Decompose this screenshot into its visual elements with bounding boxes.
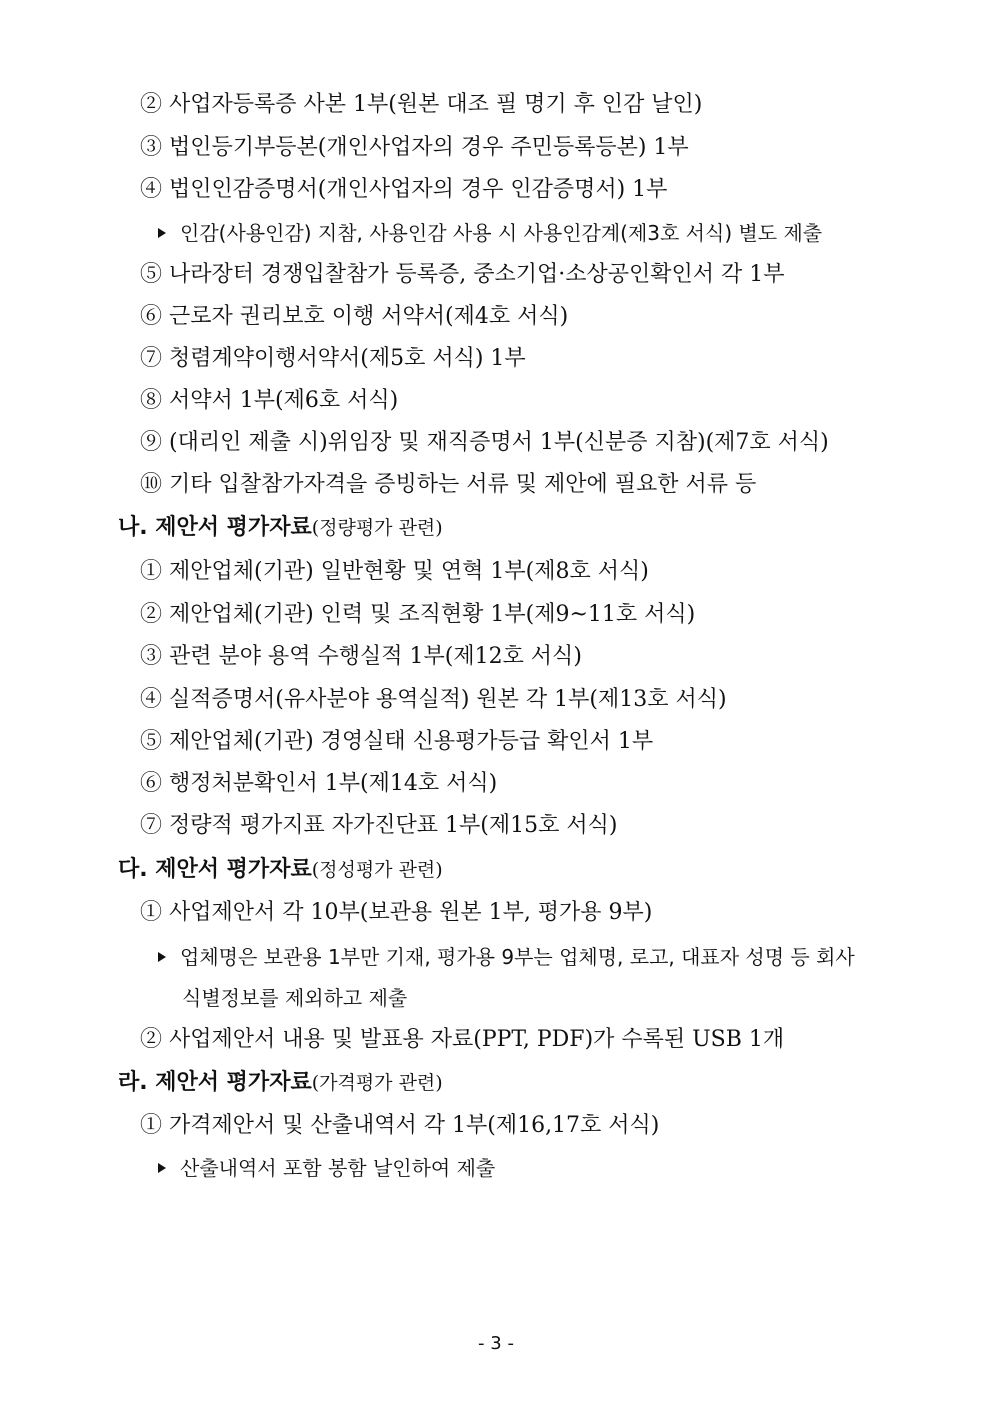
- list-item: ④ 실적증명서(유사분야 용역실적) 원본 각 1부(제13호 서식): [140, 687, 727, 712]
- triangle-bullet-icon: [158, 228, 166, 238]
- section-subtitle: (가격평가 관련): [311, 1072, 443, 1094]
- bullet-note: [158, 942, 855, 972]
- list-item: ⑤ 나라장터 경쟁입찰참가 등록증, 중소기업·소상공인확인서 각 1부: [140, 262, 785, 287]
- page-number: - 3 -: [478, 1333, 514, 1354]
- triangle-bullet-icon: [158, 1163, 166, 1173]
- section-subtitle: (정성평가 관련): [311, 859, 443, 881]
- list-item: ② 제안업체(기관) 인력 및 조직현황 1부(제9~11호 서식): [140, 602, 696, 627]
- section-heading-na: [118, 512, 443, 543]
- list-item: ① 가격제안서 및 산출내역서 각 1부(제16,17호 서식): [140, 1113, 660, 1138]
- list-item: ④ 법인인감증명서(개인사업자의 경우 인감증명서) 1부: [140, 177, 668, 202]
- triangle-bullet-icon: [158, 952, 166, 962]
- list-item: ⑨ (대리인 제출 시)위임장 및 재직증명서 1부(신분증 지참)(제7호 서식): [140, 430, 829, 455]
- bullet-text: 업체명은 보관용 1부만 기재, 평가용 9부는 업체명, 로고, 대표자 성명 등 회사: [180, 945, 855, 969]
- list-item: ③ 법인등기부등본(개인사업자의 경우 주민등록등본) 1부: [140, 135, 689, 160]
- list-item: ② 사업제안서 내용 및 발표용 자료(PPT, PDF)가 수록된 USB 1개: [140, 1027, 785, 1052]
- section-heading-da: [118, 854, 443, 885]
- list-item: ⑩ 기타 입찰참가자격을 증빙하는 서류 및 제안에 필요한 서류 등: [140, 472, 757, 497]
- section-subtitle: (정량평가 관련): [311, 517, 443, 539]
- section-title: 다. 제안서 평가자료: [118, 857, 312, 882]
- list-item: ① 사업제안서 각 10부(보관용 원본 1부, 평가용 9부): [140, 900, 653, 925]
- list-item: ⑧ 서약서 1부(제6호 서식): [140, 388, 399, 413]
- list-item: ⑥ 근로자 권리보호 이행 서약서(제4호 서식): [140, 304, 569, 329]
- section-title: 나. 제안서 평가자료: [118, 515, 312, 540]
- list-item: ③ 관련 분야 용역 수행실적 1부(제12호 서식): [140, 644, 582, 669]
- bullet-text: 산출내역서 포함 봉함 날인하여 제출: [180, 1156, 496, 1180]
- bullet-text: 인감(사용인감) 지참, 사용인감 사용 시 사용인감계(제3호 서식) 별도 제출: [180, 221, 823, 245]
- section-heading-ra: [118, 1067, 443, 1098]
- list-item: ② 사업자등록증 사본 1부(원본 대조 필 명기 후 인감 날인): [140, 92, 703, 117]
- bullet-note: [158, 1153, 495, 1183]
- bullet-note: [158, 218, 822, 248]
- list-item: ⑤ 제안업체(기관) 경영실태 신용평가등급 확인서 1부: [140, 729, 654, 754]
- bullet-note-continued: 식별정보를 제외하고 제출: [182, 986, 408, 1010]
- list-item: ① 제안업체(기관) 일반현황 및 연혁 1부(제8호 서식): [140, 559, 649, 584]
- section-title: 라. 제안서 평가자료: [118, 1070, 312, 1095]
- list-item: ⑦ 청렴계약이행서약서(제5호 서식) 1부: [140, 346, 526, 371]
- list-item: ⑦ 정량적 평가지표 자가진단표 1부(제15호 서식): [140, 813, 618, 838]
- list-item: ⑥ 행정처분확인서 1부(제14호 서식): [140, 771, 498, 796]
